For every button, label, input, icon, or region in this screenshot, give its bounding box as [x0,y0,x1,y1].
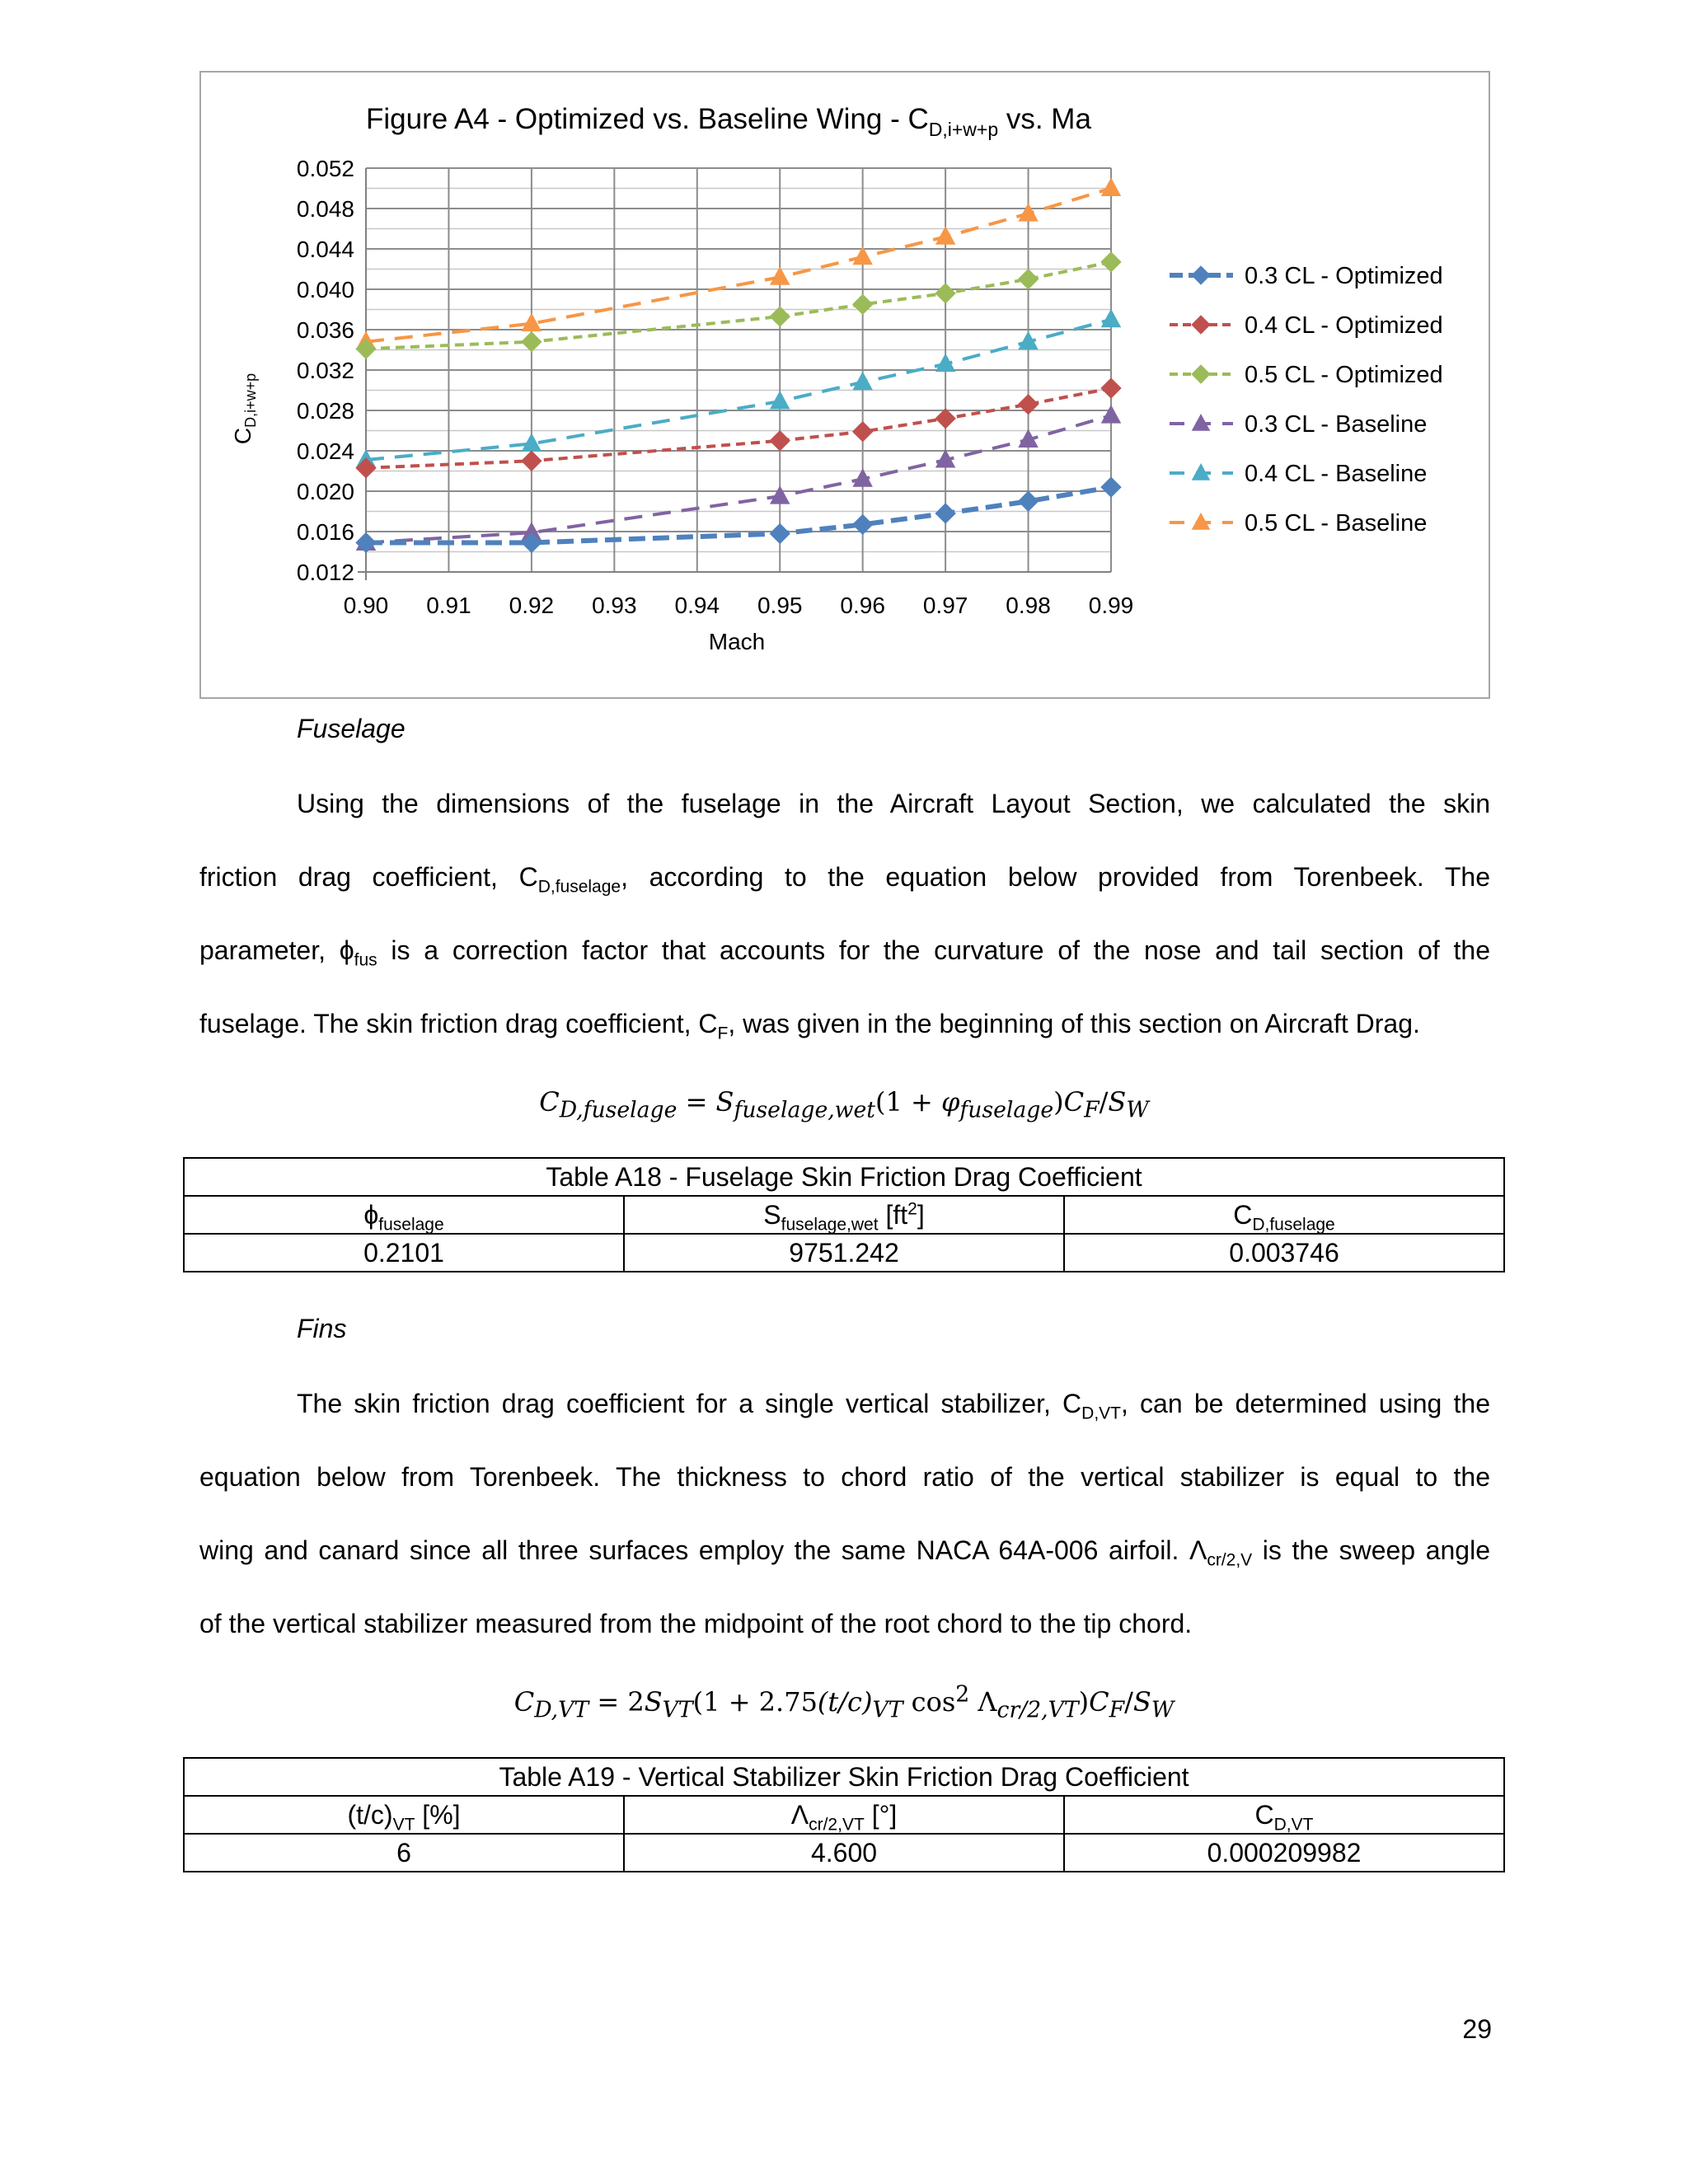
table-a18-header-phi: $\phi_{fuselage}$ [184,1196,624,1234]
chart-legend [1170,263,1443,537]
table-a18-title: Table A18 - Fuselage Skin Friction Drag Coefficient [184,1158,1504,1196]
fins-paragraph-line-2: equation below from Torenbeek. The thickness to chord ratio of the vertical stabilizer is equal to the [199,1462,1490,1492]
y-tick-label: 0.032 [296,358,354,383]
chart-title: Figure A4 - Optimized vs. Baseline Wing - $C_{D,i+w+p}$ vs. Ma [366,103,1091,140]
table-a18-value-cd: 0.003746 [1064,1234,1504,1272]
series-line [366,262,1111,349]
series-line [366,189,1111,342]
table-a18-value-swet: 9751.242 [624,1234,1064,1272]
series-line [366,487,1111,542]
fuselage-paragraph-line-3: parameter, $\phi_{fus}$ is a correction factor that accounts for the curvature of the nose and tail section of the [199,935,1491,970]
data-point [1102,179,1121,196]
data-point [522,434,541,451]
data-point [936,227,955,244]
data-point [935,504,955,523]
x-tick-label: 0.91 [426,593,471,618]
figure-a4-chart [199,71,1490,699]
chart-axes [358,168,1111,580]
fins-paragraph-line-4: of the vertical stabilizer measured from the midpoint of the root chord to the tip chord. [199,1609,1193,1638]
x-tick-label: 0.93 [592,593,637,618]
table-a19 [183,1757,1505,1872]
data-point [771,391,790,409]
vertical-stabilizer-drag-equation: $C_{D,VT} = 2S_{VT}(1 + 2.75(t/c)_{VT}$ $\cos^2 \Lambda_{cr/2,VT})C_F/S_W$ [513,1681,1175,1723]
x-tick-label: 0.99 [1088,593,1134,618]
fuselage-drag-equation: $C_{D,fuselage} = S_{fuselage,wet}(1 + \varphi_{fuselage})C_F/S_W$ [539,1086,1149,1123]
y-tick-label: 0.024 [296,438,354,464]
data-point [1019,204,1038,221]
y-axis-label: $C_{D,i+w+p}$ [230,373,259,445]
fins-heading: Fins [297,1314,347,1343]
data-point [853,294,873,314]
fuselage-paragraph-line-1: Using the dimensions of the fuselage in the Aircraft Layout Section, we calculated the skin [297,789,1490,818]
legend-marker [1192,316,1210,334]
x-tick-label: 0.96 [840,593,885,618]
chart-tick-labels [297,156,1133,618]
data-point [1019,395,1039,415]
data-point [853,422,873,442]
data-point [853,373,872,390]
page-number: 29 [1462,2014,1492,2044]
y-tick-label: 0.028 [296,398,354,424]
fins-paragraph-line-3: wing and canard since all three surfaces employ the same NACA 64A-006 airfoil. $\Lambda_{cr/2,V}$ is the sweep angle [199,1535,1490,1570]
fuselage-paragraph-line-4: fuselage. The skin friction drag coefficient, $C_F$, was given in the beginning of this section on Aircraft Drag. [199,1009,1420,1043]
data-point [935,409,955,429]
table-a18-header-swet: $S_{fuselage,wet}$ $[ft^2]$ [624,1196,1064,1234]
data-point [771,486,790,504]
data-point [356,458,376,478]
table-a19-header-sweep: $\Lambda_{cr/2,VT}$ [°] [624,1796,1064,1834]
data-point [771,267,790,284]
data-point [1019,269,1039,289]
y-tick-label: 0.016 [296,519,354,545]
data-point [1101,378,1121,398]
x-tick-label: 0.98 [1006,593,1051,618]
chart-grid [366,168,1111,572]
table-a19-value-cd: 0.000209982 [1064,1834,1504,1872]
y-tick-label: 0.036 [296,317,354,343]
data-point [522,332,542,352]
y-tick-label: 0.048 [296,196,354,222]
series-line [366,415,1111,542]
x-tick-label: 0.92 [509,593,555,618]
table-a18-header-cd: $C_{D,fuselage}$ [1064,1196,1504,1234]
y-tick-label: 0.020 [296,479,354,504]
x-tick-label: 0.94 [674,593,720,618]
fuselage-heading: Fuselage [297,714,406,743]
series-line [366,388,1111,468]
table-a19-value-sweep: 4.600 [624,1834,1064,1872]
x-tick-label: 0.95 [757,593,803,618]
data-point [935,284,955,303]
table-a19-header-tc: $(t/c)_{VT}$ [%] [184,1796,624,1834]
data-point [770,523,790,543]
chart-series [356,179,1121,553]
table-a19-header-cd: $C_{D,VT}$ [1064,1796,1504,1834]
table-a19-value-tc: 6 [184,1834,624,1872]
legend-label: 0.4 CL - Baseline [1245,461,1428,487]
table-a19-title: Table A19 - Vertical Stabilizer Skin Friction Drag Coefficient [184,1758,1504,1796]
legend-marker [1192,266,1210,284]
data-point [1102,310,1121,327]
chart-canvas [201,73,1489,697]
x-tick-label: 0.90 [343,593,389,618]
table-a18 [183,1157,1505,1272]
data-point [1101,477,1121,497]
data-point [1019,491,1039,511]
legend-marker [1192,365,1210,383]
y-tick-label: 0.052 [296,156,354,181]
x-tick-label: 0.97 [922,593,968,618]
legend-label: 0.5 CL - Optimized [1245,362,1443,388]
y-tick-label: 0.012 [296,560,354,585]
fins-paragraph-line-1: The skin friction drag coefficient for a single vertical stabilizer, $C_{D,VT}$, can be determined using the [297,1389,1491,1423]
data-point [770,431,790,451]
data-point [522,451,542,471]
y-tick-label: 0.040 [296,277,354,302]
x-axis-label: Mach [708,629,766,654]
legend-label: 0.3 CL - Baseline [1245,411,1428,438]
legend-label: 0.3 CL - Optimized [1245,263,1443,289]
y-tick-label: 0.044 [296,237,354,262]
legend-label: 0.5 CL - Baseline [1245,510,1428,537]
data-point [1102,405,1121,423]
fuselage-paragraph-line-2: friction drag coefficient, $C_{D,fuselage}$, according to the equation below provided from Torenbeek. The [199,862,1491,897]
legend-label: 0.4 CL - Optimized [1245,312,1443,339]
table-a18-value-phi: 0.2101 [184,1234,624,1272]
